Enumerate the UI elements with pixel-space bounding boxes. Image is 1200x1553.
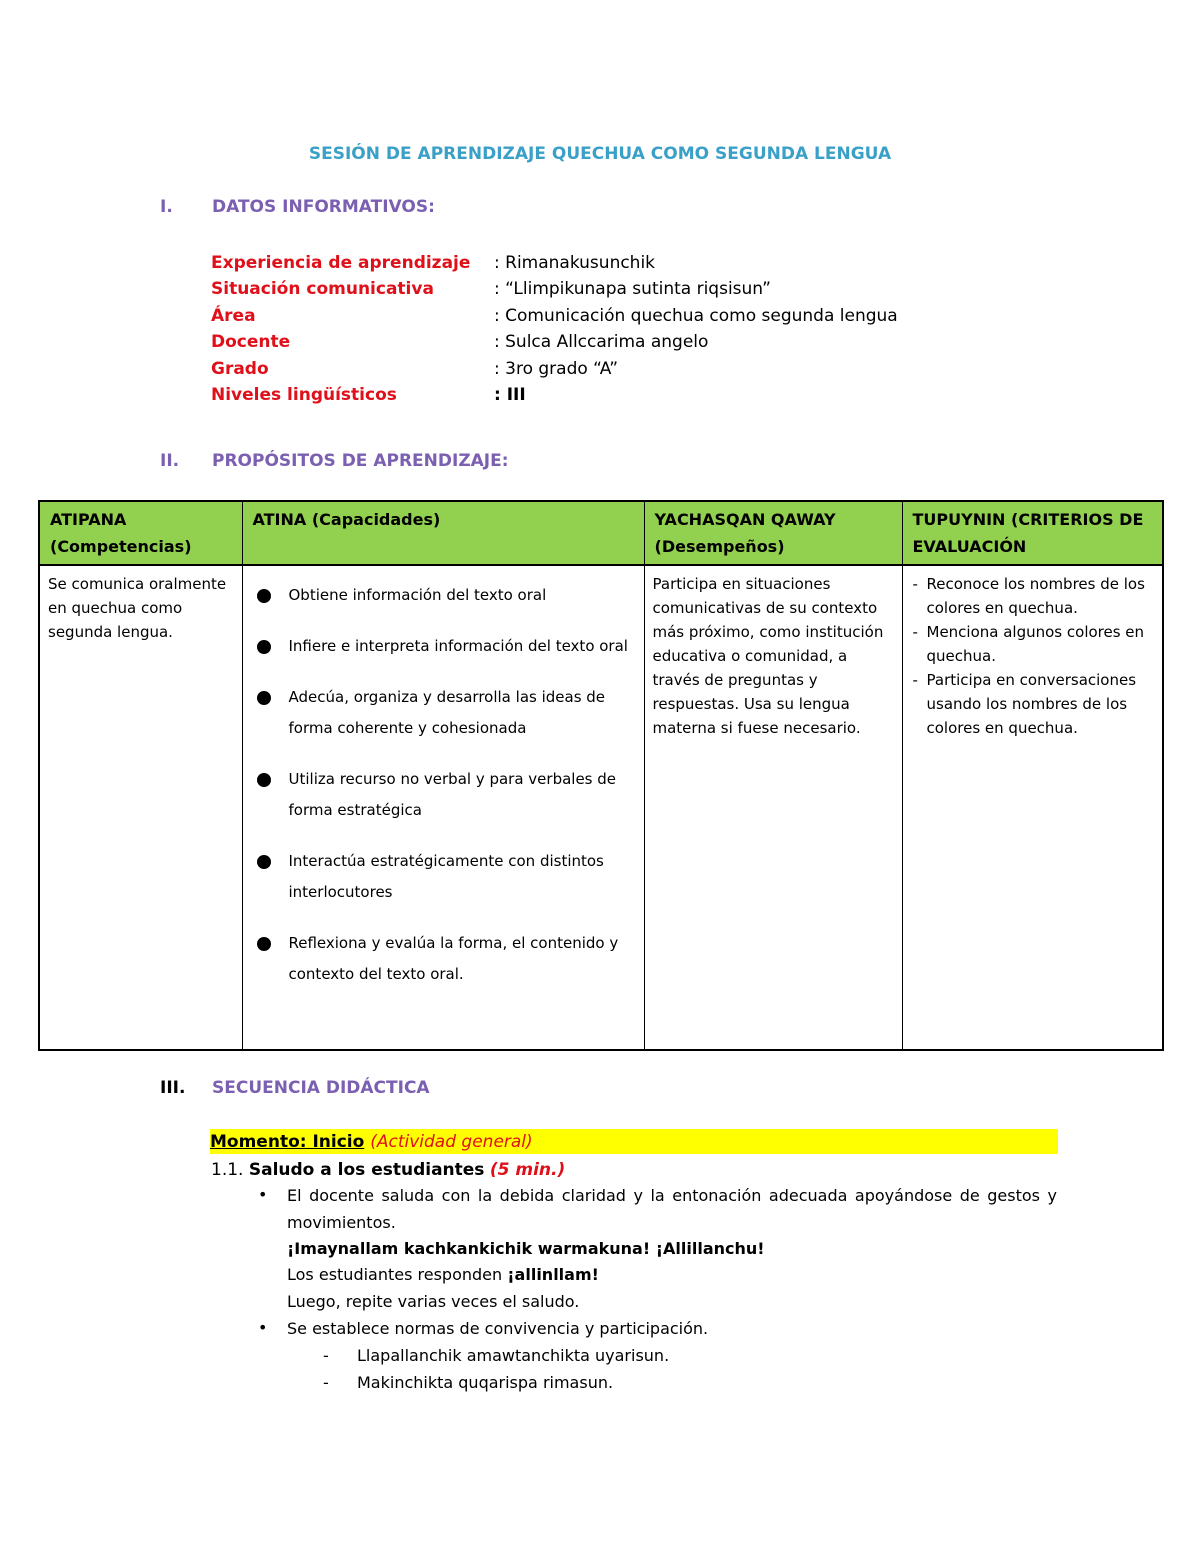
list-item: Infiere e interpreta información del texto oral xyxy=(251,631,636,662)
info-value: : III xyxy=(494,384,526,405)
bullet-icon: • xyxy=(258,1318,268,1337)
info-row-area xyxy=(211,303,898,329)
bullet1-text: El docente saluda con la debida claridad y la entonación adecuada apoyándose de gestos y movimientos. xyxy=(287,1186,1057,1232)
header-atipana: ATIPANA (Competencias) xyxy=(39,501,242,565)
info-value: : “Llimpikunapa sutinta riqsisun” xyxy=(494,279,771,300)
list-item: - Participa en conversaciones usando los nombres de los colores en quechua. xyxy=(911,668,1155,740)
cell-capacidades xyxy=(242,565,644,1050)
capacidades-list xyxy=(251,580,636,990)
bullet2-text: Se establece normas de convivencia y participación. xyxy=(287,1319,709,1338)
list-item: Adecúa, organiza y desarrolla las ideas de forma coherente y cohesionada xyxy=(251,682,636,744)
subsection-minutes: (5 min.) xyxy=(489,1160,566,1180)
info-row-experiencia xyxy=(211,250,898,276)
repeat-text: Luego, repite varias veces el saludo. xyxy=(287,1292,580,1311)
info-label: Experiencia de aprendizaje xyxy=(211,253,471,273)
list-item: Interactúa estratégicamente con distintos interlocutores xyxy=(251,846,636,908)
table-header-row xyxy=(39,501,1163,565)
info-value: : 3ro grado “A” xyxy=(494,358,619,379)
section-number: I. xyxy=(160,197,173,217)
list-item: Utiliza recurso no verbal y para verbales de forma estratégica xyxy=(251,764,636,826)
list-item: Obtiene información del texto oral xyxy=(251,580,636,611)
info-value: : Sulca Allccarima angelo xyxy=(494,332,709,353)
section-number: II. xyxy=(160,451,180,471)
info-label: Docente xyxy=(211,332,291,353)
moment-note: (Actividad general) xyxy=(370,1132,533,1152)
section-label: PROPÓSITOS DE APRENDIZAJE: xyxy=(212,451,509,471)
list-item: - Reconoce los nombres de los colores en quechua. xyxy=(911,572,1155,620)
info-row-docente xyxy=(211,329,898,355)
moment-label: Momento: Inicio xyxy=(210,1132,365,1152)
list-item: Reflexiona y evalúa la forma, el contenido y contexto del texto oral. xyxy=(251,928,636,990)
info-label: Niveles lingüísticos xyxy=(211,384,397,405)
header-tupuynin: TUPUYNIN (CRITERIOS DE EVALUACIÓN xyxy=(902,501,1163,565)
info-value: : Rimanakusunchik xyxy=(494,253,656,273)
criterios-list xyxy=(911,572,1155,740)
section-label: SECUENCIA DIDÁCTICA xyxy=(212,1078,430,1098)
info-list xyxy=(211,250,898,408)
cell-desempeno: Participa en situaciones comunicativas de su contexto más próximo, como institución educativa o comunidad, a través de preguntas y respuestas. Usa su lengua materna si fuese necesario. xyxy=(644,565,902,1050)
info-row-grado xyxy=(211,356,898,382)
response-prefix: Los estudiantes responden xyxy=(287,1265,508,1284)
rule-text: Llapallanchik amawtanchikta uyarisun. xyxy=(357,1346,670,1365)
info-row-niveles xyxy=(211,382,898,408)
response-text: ¡allinllam! xyxy=(507,1265,599,1284)
moment-highlight xyxy=(210,1129,1058,1154)
rule-item xyxy=(323,1343,670,1369)
table-row xyxy=(39,565,1163,1050)
list-item: - Menciona algunos colores en quechua. xyxy=(911,620,1155,668)
info-row-situacion xyxy=(211,276,898,302)
section-label: DATOS INFORMATIVOS: xyxy=(212,197,435,217)
dash-icon: - xyxy=(323,1373,329,1392)
cell-criterios xyxy=(902,565,1163,1050)
subsection-title: Saludo a los estudiantes xyxy=(248,1160,485,1180)
response-line xyxy=(287,1262,1057,1289)
header-yachasqan: YACHASQAN QAWAY (Desempeños) xyxy=(644,501,902,565)
info-value: : Comunicación quechua como segunda lengua xyxy=(494,305,898,326)
section-heading-propositos xyxy=(160,451,509,471)
section-number: III. xyxy=(160,1078,186,1098)
info-label: Grado xyxy=(211,358,269,379)
header-atina: ATINA (Capacidades) xyxy=(242,501,644,565)
section-heading-datos xyxy=(160,197,435,217)
greeting-text: ¡Imaynallam kachkankichik warmakuna! ¡Allillanchu! xyxy=(287,1239,765,1258)
purposes-table xyxy=(38,500,1164,1051)
subsection-heading xyxy=(211,1157,565,1183)
bullet-icon: • xyxy=(258,1185,268,1204)
section-heading-secuencia xyxy=(160,1078,430,1098)
info-label: Área xyxy=(211,305,256,326)
rule-item xyxy=(323,1370,614,1396)
info-label: Situación comunicativa xyxy=(211,279,434,300)
subsection-number: 1.1. xyxy=(211,1160,244,1180)
dash-icon: - xyxy=(323,1346,329,1365)
rule-text: Makinchikta quqarispa rimasun. xyxy=(357,1373,614,1392)
page-title: SESIÓN DE APRENDIZAJE QUECHUA COMO SEGUNDA LENGUA xyxy=(308,144,892,164)
cell-competencia: Se comunica oralmente en quechua como segunda lengua. xyxy=(39,565,242,1050)
